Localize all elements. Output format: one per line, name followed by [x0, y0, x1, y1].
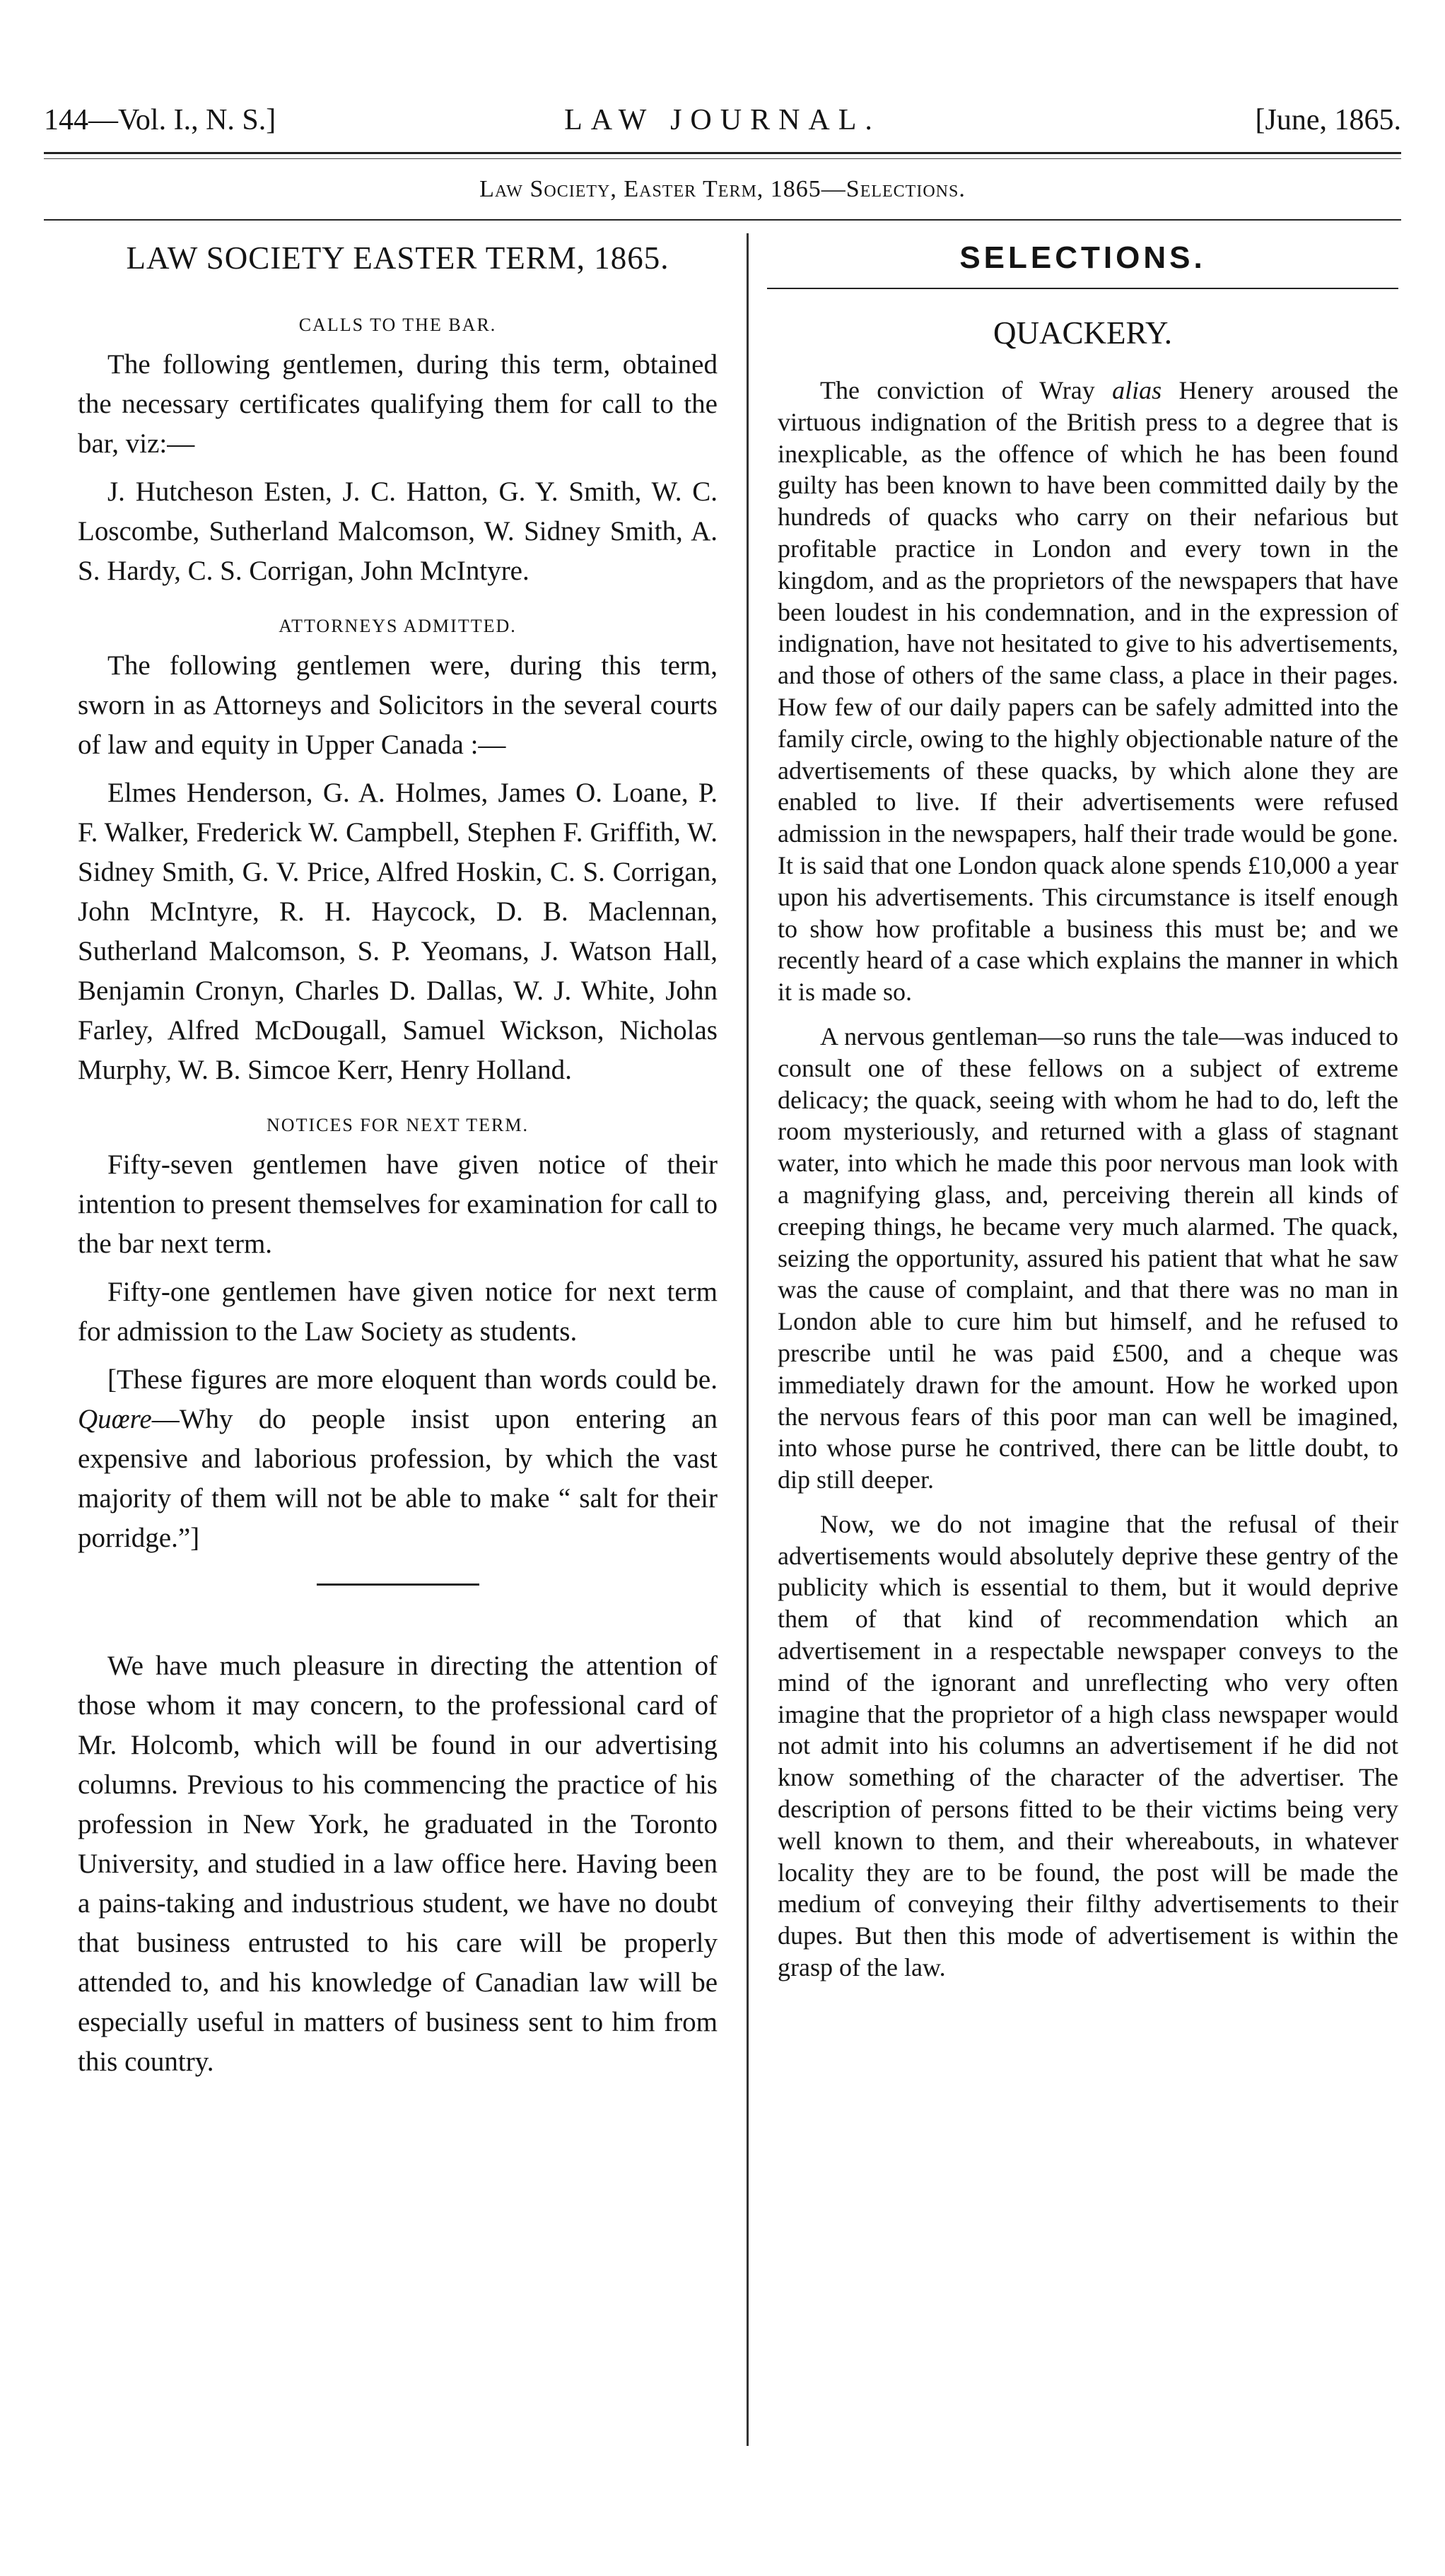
quackery-para-1-b: Henery aroused the virtuous indignation of the British press to a degree that is inexplicable, as the offence of which he has been found guilty has been known to have been committed daily by the hundreds of quacks who carry on their nefarious but profitable practice in London and every town in the kingdom, and as the proprietors of the newspapers that have been loudest in his condemnation, and in the expression of indignation, have not hesitated to give to his advertisements, and those of others of the same class, a place in their pages. How few of our daily papers can be safely admitted into the family circle, owing to the highly objectionable nature of the advertisements of these quacks, by which alone they are enabled to live. If their advertisements were refused admission in the newspapers, half their trade would be gone. It is said that one London quack alone spends £10,000 a year upon his advertisements. This circumstance is itself enough to show how profitable a business this must be; and we recently heard of a case which explains the manner in which it is made so. [778, 376, 1398, 1007]
calls-heading: CALLS TO THE BAR. [298, 315, 497, 335]
calls-intro: The following gentlemen, during this term, obtained the necessary certificates qualifying them for call to the bar, viz:— [78, 349, 718, 459]
attorneys-names: Elmes Henderson, G. A. Holmes, James O. Loane, P. F. Walker, Frederick W. Campbell, Stephen F. Griffith, W. Sidney Smith, G. V. Price, Alfred Hoskin, C. S. Corrigan, John McIntyre, R. H. Haycock, D. B. Maclennan, Sutherland Malcomson, S. P. Yeomans, J. Watson Hall, Benjamin Cronyn, Charles D. Dallas, W. J. White, John Farley, Alfred McDougall, Samuel Wickson, Nicholas Murphy, W. B. Simcoe Kerr, Henry Holland. [78, 778, 718, 1085]
quackery-para-1 [778, 375, 1398, 1008]
notices-comment-b: —Why do people insist upon entering an expensive and laborious profession, by which the vast majority of them will not be able to make “ salt for their porridge.”] [78, 1404, 718, 1553]
notices-call: Fifty-seven gentlemen have given notice of their intention to present themselves for examination for call to the bar next term. [78, 1149, 718, 1259]
notices-students: Fifty-one gentlemen have given notice for next term for admission to the Law Society as students. [78, 1277, 718, 1347]
notices-comment-quaere: Quœre [78, 1404, 152, 1434]
article-title: QUACKERY. [993, 315, 1172, 351]
notices-comment [78, 1360, 718, 1558]
page-volume: 144—Vol. I., N. S.] [44, 104, 276, 136]
law-society-title: LAW SOCIETY EASTER TERM, 1865. [126, 240, 669, 276]
right-column-head [767, 233, 1398, 361]
quackery-para-1-a: The conviction of Wray [820, 376, 1113, 404]
left-column [78, 233, 718, 2090]
column-divider [747, 233, 749, 2446]
attorneys-intro: The following gentlemen were, during this term, sworn in as Attorneys and Solicitors in the several courts of law and equity in Upper Canada :— [78, 650, 718, 760]
quackery-para-1-alias: alias [1112, 376, 1162, 404]
holcomb-notice: We have much pleasure in directing the attention of those whom it may concern, to the professional card of Mr. Holcomb, which will be found in our advertising columns. Previous to his commencing the practice of his profession in New York, he graduated in the Toronto University, and studied in a law office here. Having been a pains-taking and industrious student, we have no doubt that business entrusted to his care will be properly attended to, and his knowledge of Canadian law will be especially useful in matters of business sent to him from this country. [78, 1651, 718, 2077]
notices-heading: NOTICES FOR NEXT TERM. [267, 1115, 529, 1135]
selections-rule [767, 288, 1398, 289]
section-rule [44, 219, 1401, 221]
quackery-para-2: A nervous gentleman—so runs the tale—was induced to consult one of these fellows on a subject of extreme delicacy; the quack, seeing with whom he had to do, left the room mysteriously, and returned with a glass of stagnant water, into which he made this poor nervous man look with a magnifying glass, and, perceiving therein all kinds of creeping things, he became very much alarmed. The quack, seizing the opportunity, assured his patient that what he saw was the cause of complaint, and that there was no man in London able to cure him but himself, and he refused to prescribe until he was paid £500, and a cheque was immediately drawn for the amount. How he worked upon the nervous fears of this poor man can well be imagined, into whose purse he contrived, there can be little doubt, to dip still deeper. [778, 1021, 1398, 1494]
selections-title: SELECTIONS. [959, 240, 1206, 275]
separator-rule [317, 1583, 479, 1586]
quackery-para-3: Now, we do not imagine that the refusal of their advertisements would absolutely deprive these gentry of the publicity which is essential to them, but it would deprive them of that kind of recommendation which an advertisement in a respectable newspaper conveys to the mind of the ignorant and unreflecting who very often imagine that the proprietor of a high class newspaper would not admit into his columns an advertisement if he did not know something of the character of the advertiser. The description of persons fitted to be their victims being very well known to them, and their whereabouts, in whatever locality they are to be found, the post will be made the medium of conveying their filthy advertisements to their dupes. But then this mode of advertisement is within the grasp of the law. [778, 1509, 1398, 1982]
header-rule-thick [44, 152, 1401, 154]
section-head: Law Society, Easter Term, 1865—Selections. [479, 176, 966, 202]
notices-comment-a: [These figures are more eloquent than words could be. [107, 1364, 718, 1395]
journal-title: LAW JOURNAL. [564, 104, 881, 136]
calls-names: J. Hutcheson Esten, J. C. Hatton, G. Y. Smith, W. C. Loscombe, Sutherland Malcomson, W. Sidney Smith, A. S. Hardy, C. S. Corrigan, John McIntyre. [78, 476, 718, 586]
right-column [778, 375, 1398, 1996]
attorneys-heading: ATTORNEYS ADMITTED. [279, 616, 517, 636]
issue-date: [June, 1865. [1255, 104, 1401, 136]
header-rule-thin [44, 158, 1401, 159]
running-head [44, 99, 1401, 141]
